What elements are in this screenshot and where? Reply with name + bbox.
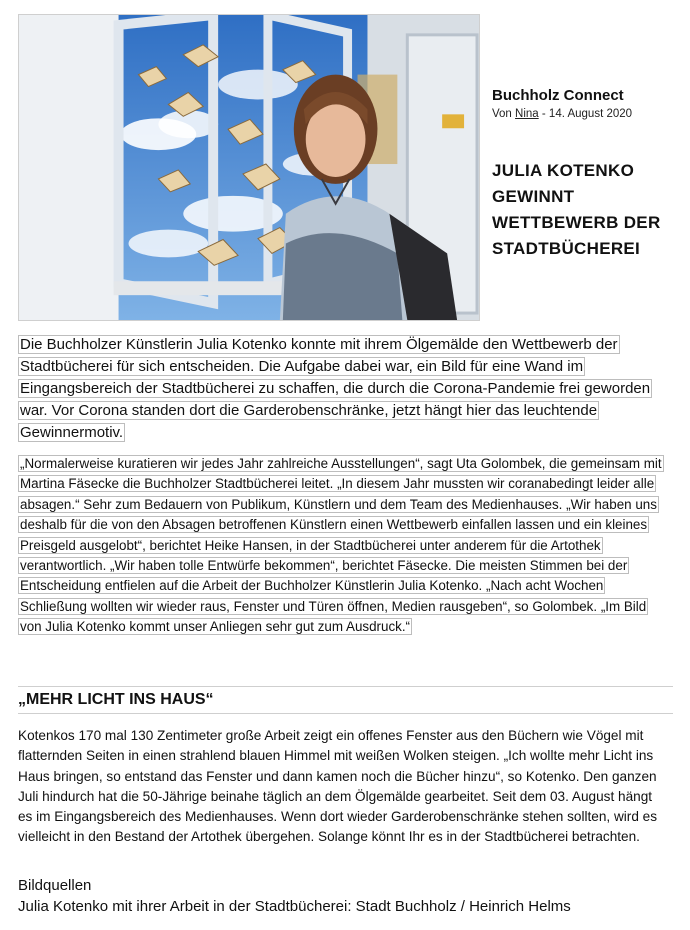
photo-of-artist-with-painting-icon — [19, 15, 479, 320]
quote-paragraph — [18, 454, 666, 638]
article-photo — [18, 14, 480, 321]
publish-date: 14. August 2020 — [548, 108, 633, 120]
author-link[interactable]: Nina — [515, 108, 539, 120]
section-divider — [18, 686, 673, 687]
image-sources-heading: Bildquellen — [18, 877, 92, 894]
byline — [492, 106, 682, 122]
masthead — [492, 86, 682, 122]
quote-paragraph-text: „Normalerweise kuratieren wir jedes Jahr zahlreiche Ausstellungen“, sagt Uta Golombek, die gemeinsam mit Martina Fäsecke die Buchholzer Stadtbücherei leitet. „In diesem Jahr mussten wir coranabedingt leider alle absagen.“ Sehr zum Bedauern von Publikum, Künstlern und dem Team des Medienhauses. „Wir haben uns deshalb für die von den Absagen betroffenen Künstlern einen Wettbewerb einfallen lassen und ein kleines Preisgeld ausgelobt“, berichtet Heike Hansen, in der Stadtbücherei unter anderem für die Artothek verantwortlich. „Wir haben tolle Entwürfe bekommen“, berichtet Fäsecke. Die meisten Stimmen bei der Entscheidung entfielen auf die Arbeit der Buchholzer Künstlerin Julia Kotenko. „Nach acht Wochen Schließung wollten wir wieder raus, Fenster und Türen öffnen, Medien rausgeben“, so Golombek. „Im Bild von Julia Kotenko kommt unser Anliegen sehr gut zum Ausdruck.“ — [20, 456, 662, 635]
section-paragraph: Kotenkos 170 mal 130 Zentimeter große Arbeit zeigt ein offenes Fenster aus den Büchern wie Vögel mit flatternden Seiten in einen strahlend blauen Himmel mit weißen Wolken steigen. „Ich wollte mehr Licht ins Haus bringen, so entstand das Fenster und dann kamen noch die Bücher hinzu“, so Kotenko. Den ganzen Juli hindurch hat die 50-Jährige beinahe täglich an dem Ölgemälde gearbeitet. Seit dem 03. August hängt es im Eingangsbereich des Medienhauses. Wenn dort wieder Garderobenschränke stehen sollten, wird es vielleicht in den Bestand der Artothek übergehen. Solange könnt Ihr es in der Stadtbücherei betrachten. — [18, 728, 658, 845]
section-heading: „MEHR LICHT INS HAUS“ — [18, 689, 673, 714]
image-sources-text: Julia Kotenko mit ihrer Arbeit in der Stadtbücherei: Stadt Buchholz / Heinrich Helms — [18, 898, 571, 915]
publication-name[interactable]: Buchholz Connect — [492, 87, 624, 104]
byline-prefix: Von — [492, 108, 512, 120]
lead-paragraph — [18, 334, 658, 444]
lead-paragraph-text: Die Buchholzer Künstlerin Julia Kotenko konnte mit ihrem Ölgemälde den Wettbewerb der Stadtbücherei für sich entscheiden. Die Aufgabe dabei war, ein Bild für eine Wand im Eingangsbereich der Stadtbücherei zu schaffen, die durch die Corona-Pandemie frei geworden war. Vor Corona standen dort die Garderobenschränke, jetzt hängt hier das leuchtende Gewinnermotiv. — [20, 336, 651, 441]
byline-separator: - — [538, 108, 549, 120]
article-headline: JULIA KOTENKO GEWINNT WETTBEWERB DER STADTBÜCHEREI — [492, 161, 661, 258]
